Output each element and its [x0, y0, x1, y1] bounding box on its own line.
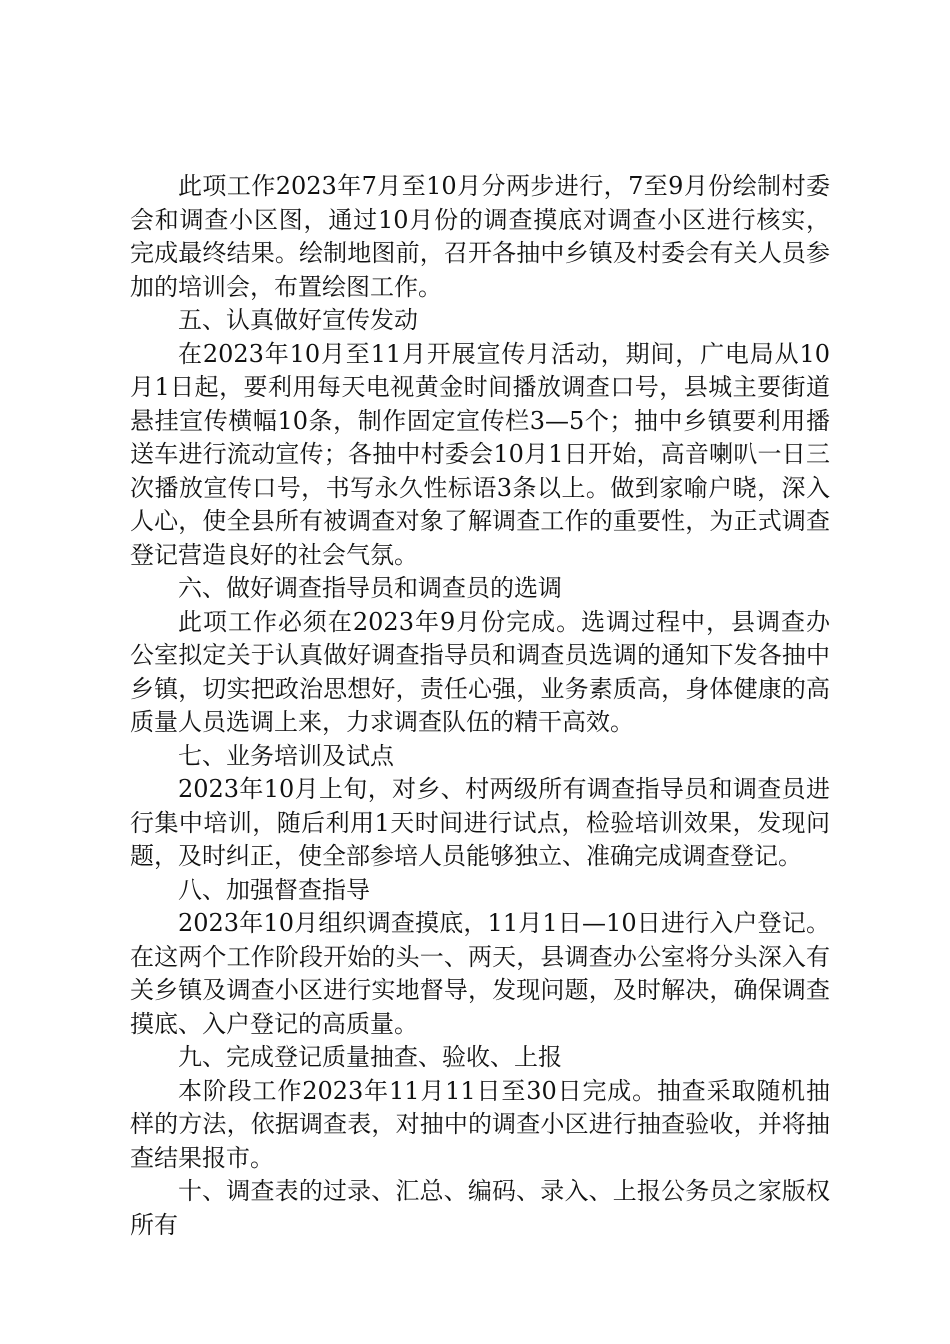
heading-publicity: 五、认真做好宣传发动	[178, 306, 418, 334]
paragraph-staff-selection: 此项工作必须在2023年9月份完成。选调过程中，县调查办公室拟定关于认真做好调查指导员和调查员选调的通知下发各抽中乡镇，切实把政治思想好，责任心强，业务素质高，身体健康的高质量人员选调上来，力求调查队伍的精干高效。	[130, 607, 830, 736]
paragraph-publicity: 在2023年10月至11月开展宣传月活动，期间，广电局从10月1日起，要利用每天电视黄金时间播放调查口号，县城主要街道悬挂宣传横幅10条，制作固定宣传栏3—5个；抽中乡镇要利用播送车进行流动宣传；各抽中村委会10月1日开始，高音喇叭一日三次播放宣传口号，书写永久性标语3条以上。做到家喻户晓，深入人心，使全县所有被调查对象了解调查工作的重要性，为正式调查登记营造良好的社会气氛。	[130, 339, 830, 569]
document-page	[130, 170, 830, 1242]
paragraph-supervision: 2023年10月组织调查摸底，11月1日—10日进行入户登记。在这两个工作阶段开始的头一、两天，县调查办公室将分头深入有关乡镇及调查小区进行实地督导，发现问题，及时解决，确保调查摸底、入户登记的高质量。	[130, 909, 830, 1038]
heading-data-entry: 十、调查表的过录、汇总、编码、录入、上报公务员之家版权所有	[130, 1177, 830, 1239]
paragraph-schedule: 此项工作2023年7月至10月分两步进行，7至9月份绘制村委会和调查小区图，通过10月份的调查摸底对调查小区进行核实，完成最终结果。绘制地图前，召开各抽中乡镇及村委会有关人员参加的培训会，布置绘图工作。	[130, 172, 830, 301]
paragraph-quality-check: 本阶段工作2023年11月11日至30日完成。抽查采取随机抽样的方法，依据调查表，对抽中的调查小区进行抽查验收，并将抽查结果报市。	[130, 1076, 830, 1172]
paragraph-training: 2023年10月上旬，对乡、村两级所有调查指导员和调查员进行集中培训，随后利用1天时间进行试点，检验培训效果，发现问题，及时纠正，使全部参培人员能够独立、准确完成调查登记。	[130, 775, 830, 870]
heading-staff-selection: 六、做好调查指导员和调查员的选调	[178, 574, 562, 602]
heading-training: 七、业务培训及试点	[178, 741, 394, 770]
heading-quality-check: 九、完成登记质量抽查、验收、上报	[178, 1043, 562, 1071]
heading-supervision: 八、加强督查指导	[178, 875, 370, 904]
